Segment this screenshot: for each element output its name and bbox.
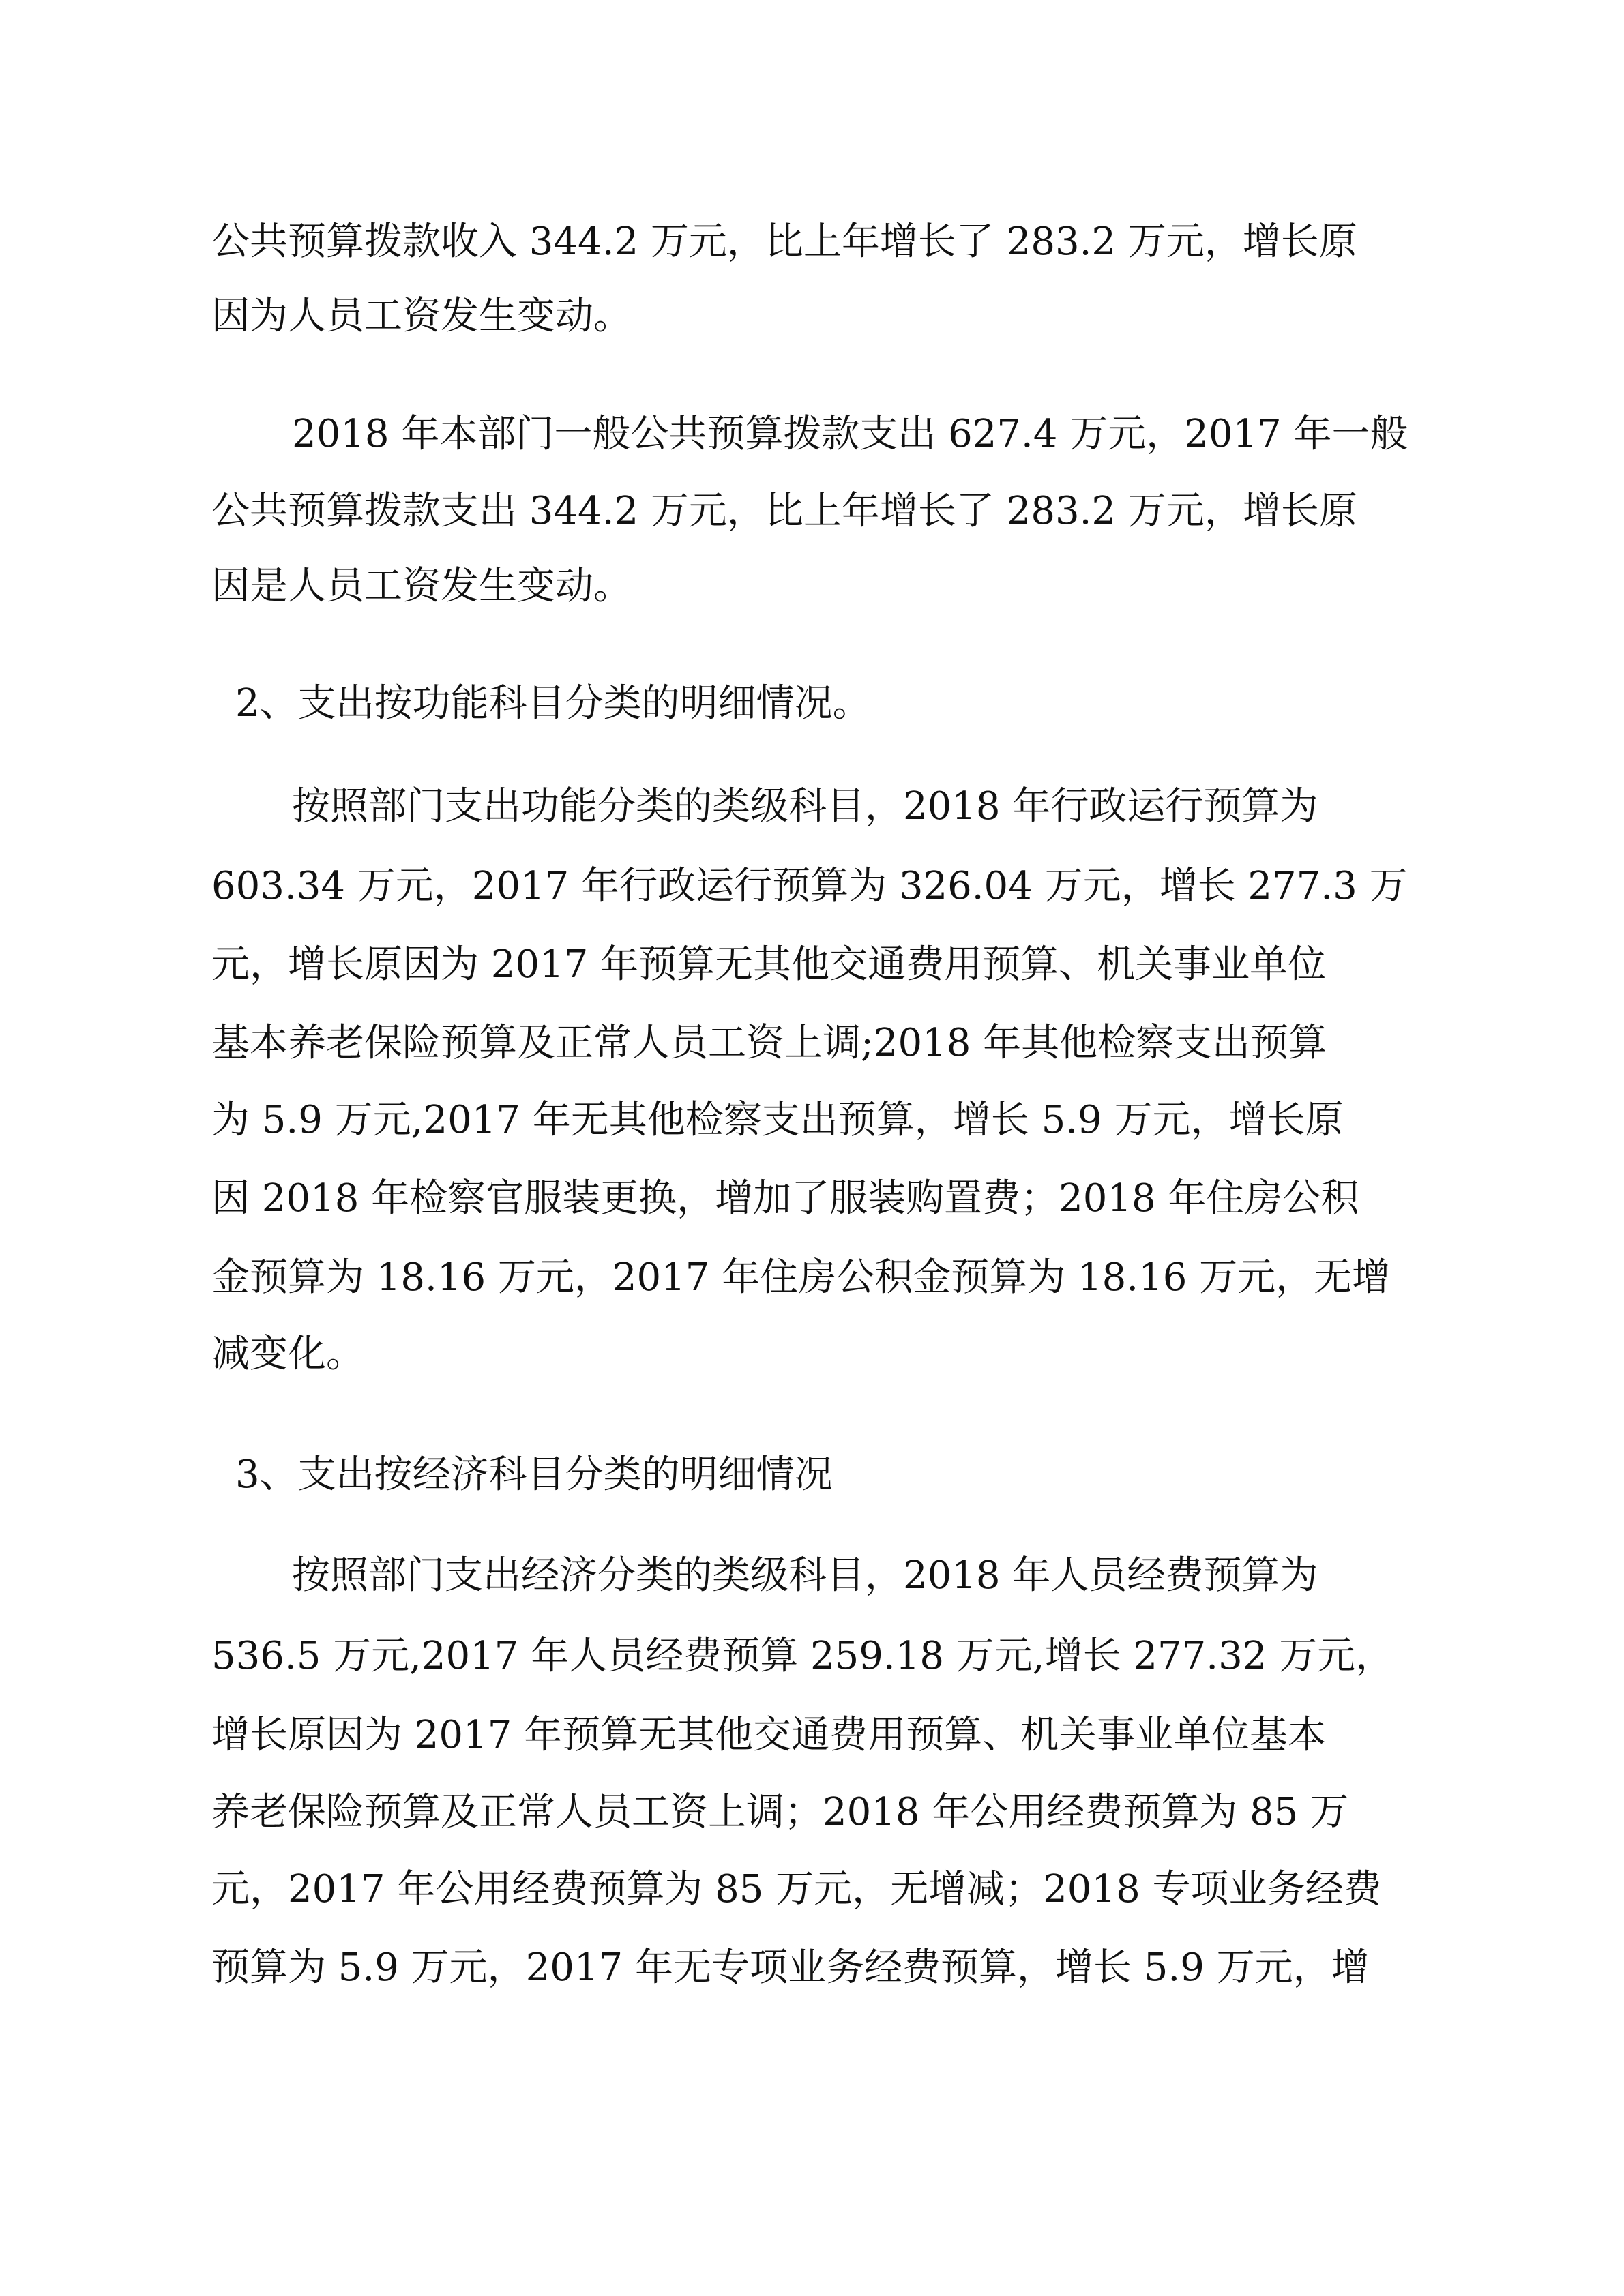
- text-line: 按照部门支出功能分类的类级科目，2018 年行政运行预算为: [292, 784, 1318, 829]
- text-line: 536.5 万元,2017 年人员经费预算 259.18 万元,增长 277.32 万元，: [211, 1634, 1394, 1678]
- text-line: 元，增长原因为 2017 年预算无其他交通费用预算、机关事业单位: [211, 942, 1327, 987]
- text-line: 公共预算拨款支出 344.2 万元，比上年增长了 283.2 万元，增长原: [211, 489, 1357, 533]
- text-line: 养老保险预算及正常人员工资上调；2018 年公用经费预算为 85 万: [211, 1790, 1349, 1834]
- text-line: 预算为 5.9 万元，2017 年无专项业务经费预算，增长 5.9 万元，增: [211, 1945, 1370, 1990]
- text-line: 减变化。: [211, 1332, 364, 1376]
- text-line: 公共预算拨款收入 344.2 万元，比上年增长了 283.2 万元，增长原: [211, 220, 1357, 264]
- section-heading: 2、支出按功能科目分类的明细情况。: [235, 681, 871, 726]
- text-line: 因是人员工资发生变动。: [211, 564, 632, 608]
- text-line: 为 5.9 万元,2017 年无其他检察支出预算，增长 5.9 万元，增长原: [211, 1098, 1344, 1142]
- text-line: 2018 年本部门一般公共预算拨款支出 627.4 万元，2017 年一般: [292, 412, 1408, 456]
- text-line: 因为人员工资发生变动。: [211, 294, 632, 338]
- text-line: 金预算为 18.16 万元，2017 年住房公积金预算为 18.16 万元，无增: [211, 1255, 1391, 1300]
- text-line: 增长原因为 2017 年预算无其他交通费用预算、机关事业单位基本: [211, 1713, 1327, 1757]
- text-line: 按照部门支出经济分类的类级科目，2018 年人员经费预算为: [292, 1553, 1318, 1598]
- text-line: 元，2017 年公用经费预算为 85 万元，无增减；2018 专项业务经费: [211, 1867, 1382, 1911]
- text-line: 603.34 万元，2017 年行政运行预算为 326.04 万元，增长 277.3 万: [211, 864, 1408, 908]
- text-line: 基本养老保险预算及正常人员工资上调;2018 年其他检察支出预算: [211, 1021, 1327, 1065]
- text-line: 因 2018 年检察官服装更换，增加了服装购置费；2018 年住房公积: [211, 1176, 1359, 1221]
- section-heading: 3、支出按经济科目分类的明细情况: [235, 1452, 833, 1497]
